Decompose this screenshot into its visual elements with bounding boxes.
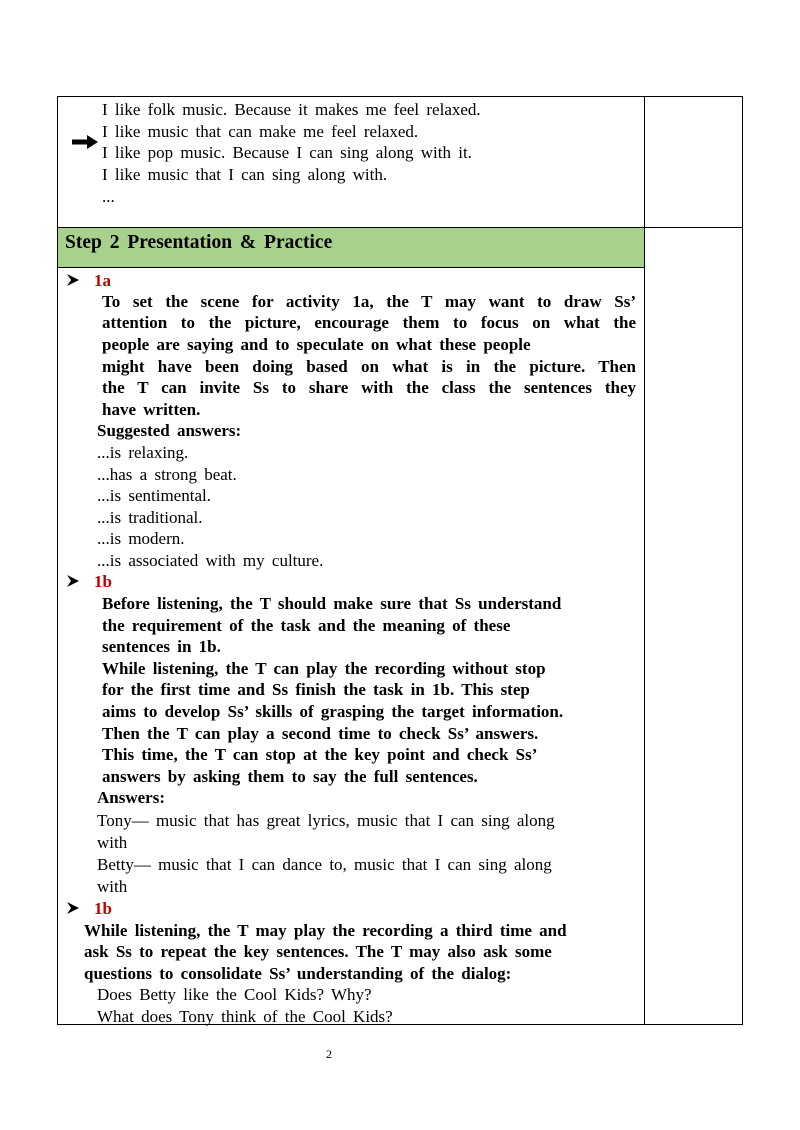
row-divider-heading (58, 267, 644, 268)
answer-line: ...is associated with my culture. (97, 551, 324, 570)
paragraph-line: This time, the T can stop at the key point and check Ss’ (102, 745, 538, 764)
answer-line: ...is traditional. (97, 508, 203, 527)
paragraph-line: questions to consolidate Ss’ understanding of the dialog: (84, 964, 512, 983)
paragraph-line: have written. (102, 400, 201, 419)
item-label: 1b (94, 899, 112, 918)
answers-title: Answers: (97, 788, 165, 807)
answer-line: with (97, 833, 128, 852)
intro-line: ... (102, 187, 115, 206)
paragraph-line: answers by asking them to say the full sentences. (102, 767, 478, 786)
bullet-arrow-icon (67, 575, 79, 587)
answer-line: ...is modern. (97, 529, 185, 548)
paragraph-line: for the first time and Ss finish the task in 1b. This step (102, 680, 530, 699)
intro-line: I like pop music. Because I can sing along with it. (102, 143, 472, 162)
answer-line: ...has a strong beat. (97, 465, 237, 484)
row-divider-top (58, 227, 742, 228)
paragraph-line: ask Ss to repeat the key sentences. The T may also ask some (84, 942, 552, 961)
step-heading: Step 2 Presentation & Practice (65, 232, 333, 253)
lesson-plan-table (57, 96, 743, 1025)
answer-line: with (97, 877, 128, 896)
paragraph-line: the T can invite Ss to share with the class the sentences they (102, 378, 636, 397)
item-label: 1a (94, 271, 111, 290)
paragraph-line: While listening, the T can play the recording without stop (102, 659, 546, 678)
intro-line: I like music that I can sing along with. (102, 165, 388, 184)
answer-line: ...is relaxing. (97, 443, 189, 462)
page-number: 2 (326, 1047, 332, 1061)
question-line: Does Betty like the Cool Kids? Why? (97, 985, 372, 1004)
paragraph-line: Before listening, the T should make sure that Ss understand (102, 594, 562, 613)
paragraph-line: Then the T can play a second time to check Ss’ answers. (102, 724, 539, 743)
paragraph-line: the requirement of the task and the meaning of these (102, 616, 511, 635)
intro-line: I like music that can make me feel relaxed. (102, 122, 419, 141)
question-line: What does Tony think of the Cool Kids? (97, 1007, 393, 1026)
paragraph-line: To set the scene for activity 1a, the T may want to draw Ss’ (102, 292, 636, 311)
right-arrow-icon (72, 135, 98, 149)
answer-line: Tony— music that has great lyrics, music that I can sing along (97, 811, 555, 830)
paragraph-line: might have been doing based on what is in the picture. Then (102, 357, 636, 376)
paragraph-line: While listening, the T may play the recording a third time and (84, 921, 567, 940)
bullet-arrow-icon (67, 274, 79, 286)
answer-line: ...is sentimental. (97, 486, 211, 505)
answer-line: Betty— music that I can dance to, music that I can sing along (97, 855, 552, 874)
paragraph-line: sentences in 1b. (102, 637, 221, 656)
column-divider (644, 97, 645, 1024)
paragraph-line: people are saying and to speculate on what these people (102, 335, 531, 354)
answers-title: Suggested answers: (97, 421, 242, 440)
paragraph-line: attention to the picture, encourage them to focus on what the (102, 313, 636, 332)
paragraph-line: aims to develop Ss’ skills of grasping the target information. (102, 702, 564, 721)
item-label: 1b (94, 572, 112, 591)
intro-line: I like folk music. Because it makes me feel relaxed. (102, 100, 481, 119)
bullet-arrow-icon (67, 902, 79, 914)
